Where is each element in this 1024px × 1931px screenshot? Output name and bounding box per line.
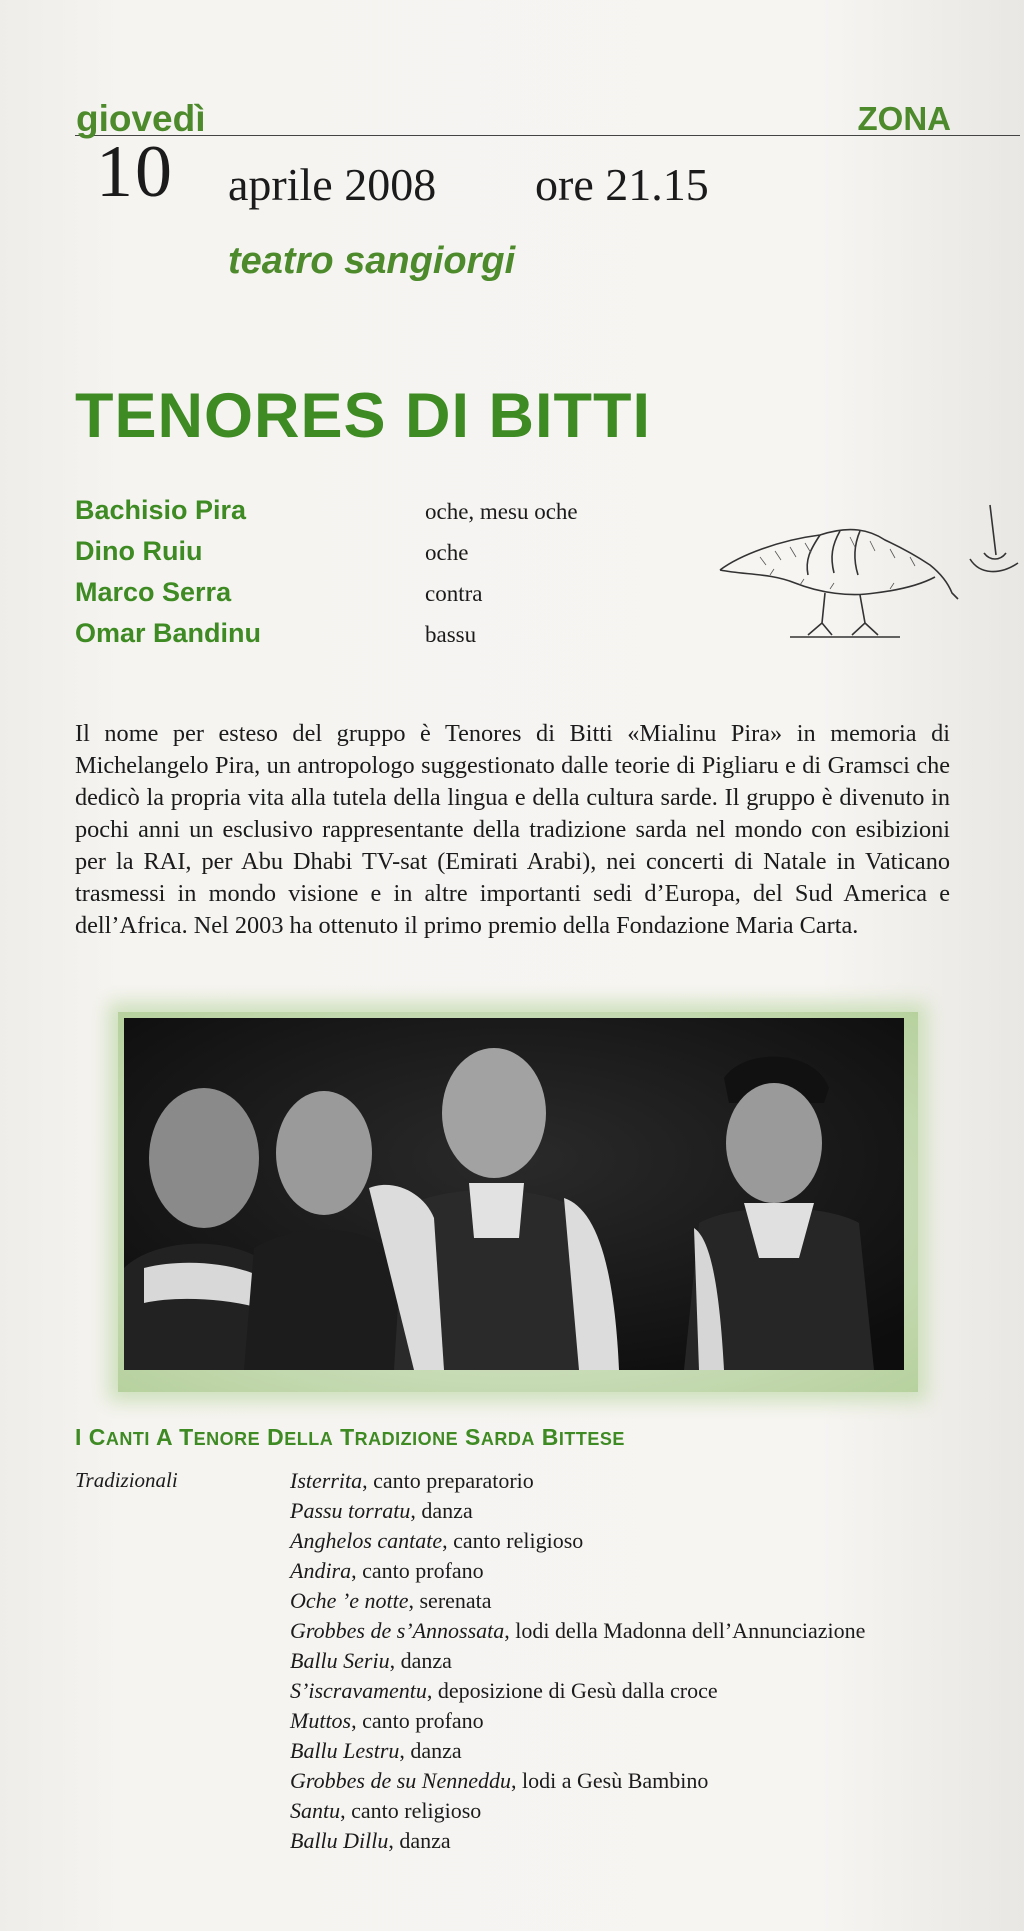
program-piece	[290, 1616, 990, 1646]
piece-description: , danza	[388, 1828, 451, 1853]
members-list	[75, 495, 635, 659]
member-name: Marco Serra	[75, 577, 232, 607]
zone-label: ZONA	[857, 100, 951, 137]
piece-title: Andira	[290, 1558, 352, 1583]
piece-description: , canto religioso	[442, 1528, 584, 1553]
bird-pecking-icon	[700, 495, 1024, 655]
piece-title: Passu torratu	[290, 1498, 411, 1523]
member-name: Dino Ruiu	[75, 536, 203, 566]
piece-title: Ballu Lestru	[290, 1738, 400, 1763]
piece-title: S’iscravamentu	[290, 1678, 427, 1703]
event-day: giovedì	[76, 98, 206, 139]
piece-title: Ballu Dillu	[290, 1828, 389, 1853]
piece-description: , lodi della Madonna dell’Annunciazione	[504, 1618, 866, 1643]
program-piece	[290, 1766, 990, 1796]
piece-description: , canto profano	[351, 1558, 484, 1583]
piece-title: Grobbes de s’Annossata	[290, 1618, 505, 1643]
program-heading: I CANTI A TENORE DELLA TRADIZIONE SARDA BITTESE	[75, 1424, 625, 1450]
program-piece	[290, 1796, 990, 1826]
piece-description: , danza	[389, 1648, 452, 1673]
piece-description: , lodi a Gesù Bambino	[511, 1768, 709, 1793]
event-month-year: aprile 2008	[228, 159, 437, 210]
member-role: oche	[425, 540, 469, 565]
piece-description: , canto profano	[351, 1708, 484, 1733]
program-piece	[290, 1466, 990, 1496]
piece-description: , serenata	[408, 1588, 492, 1613]
program-piece	[290, 1676, 990, 1706]
member-name: Omar Bandinu	[75, 618, 262, 648]
program-piece	[290, 1706, 990, 1736]
piece-title: Muttos	[290, 1708, 352, 1733]
event-venue: teatro sangiorgi	[228, 240, 516, 282]
piece-title: Ballu Seriu	[290, 1648, 390, 1673]
program-piece	[290, 1556, 990, 1586]
program-piece	[290, 1526, 990, 1556]
piece-description: , danza	[399, 1738, 462, 1763]
piece-title: Isterrita	[290, 1468, 363, 1493]
piece-title: Grobbes de su Nenneddu	[290, 1768, 511, 1793]
ensemble-biography: Il nome per esteso del gruppo è Tenores di Bitti «Mialinu Pira» in memoria di Michelangelo Pira, un antropologo suggestionato dalle teorie di Pigliaru e di Gramsci che dedicò la propria vita alla tutela della lingua e della cultura sarde. Il gruppo è divenuto in pochi anni un esclusivo rappresentante della tradizione sarda nel mondo con esibizioni per la RAI, per Abu Dhabi TV-sat (Emirati Arabi), nei concerti di Natale in Vaticano trasmessi in mondo visione e in altre importanti sedi d’Europa, del Sud America e dell’Africa. Nel 2003 ha ottenuto il primo premio della Fondazione Maria Carta.	[75, 720, 950, 939]
program-piece	[290, 1496, 990, 1526]
event-day-number: 10	[96, 131, 174, 213]
program-composer: Tradizionali	[75, 1468, 178, 1492]
program-piece	[290, 1646, 990, 1676]
singers-photo	[124, 1018, 904, 1370]
member-row	[75, 618, 635, 659]
member-row	[75, 577, 635, 618]
piece-description: , deposizione di Gesù dalla croce	[426, 1678, 718, 1703]
member-role: contra	[425, 581, 483, 606]
piece-description: , danza	[410, 1498, 473, 1523]
member-name: Bachisio Pira	[75, 495, 247, 525]
event-time: ore 21.15	[535, 159, 709, 210]
piece-title: Oche ’e notte	[290, 1588, 409, 1613]
program-piece	[290, 1736, 990, 1766]
piece-description: , canto preparatorio	[362, 1468, 534, 1493]
ensemble-title: TENORES DI BITTI	[75, 381, 652, 451]
piece-description: , canto religioso	[340, 1798, 482, 1823]
member-row	[75, 495, 635, 536]
piece-title: Santu	[290, 1798, 341, 1823]
program-piece	[290, 1586, 990, 1616]
piece-title: Anghelos cantate	[290, 1528, 443, 1553]
member-row	[75, 536, 635, 577]
program-piece	[290, 1826, 990, 1856]
member-role: bassu	[425, 622, 477, 647]
member-role: oche, mesu oche	[425, 499, 578, 524]
program-pieces	[290, 1466, 990, 1856]
